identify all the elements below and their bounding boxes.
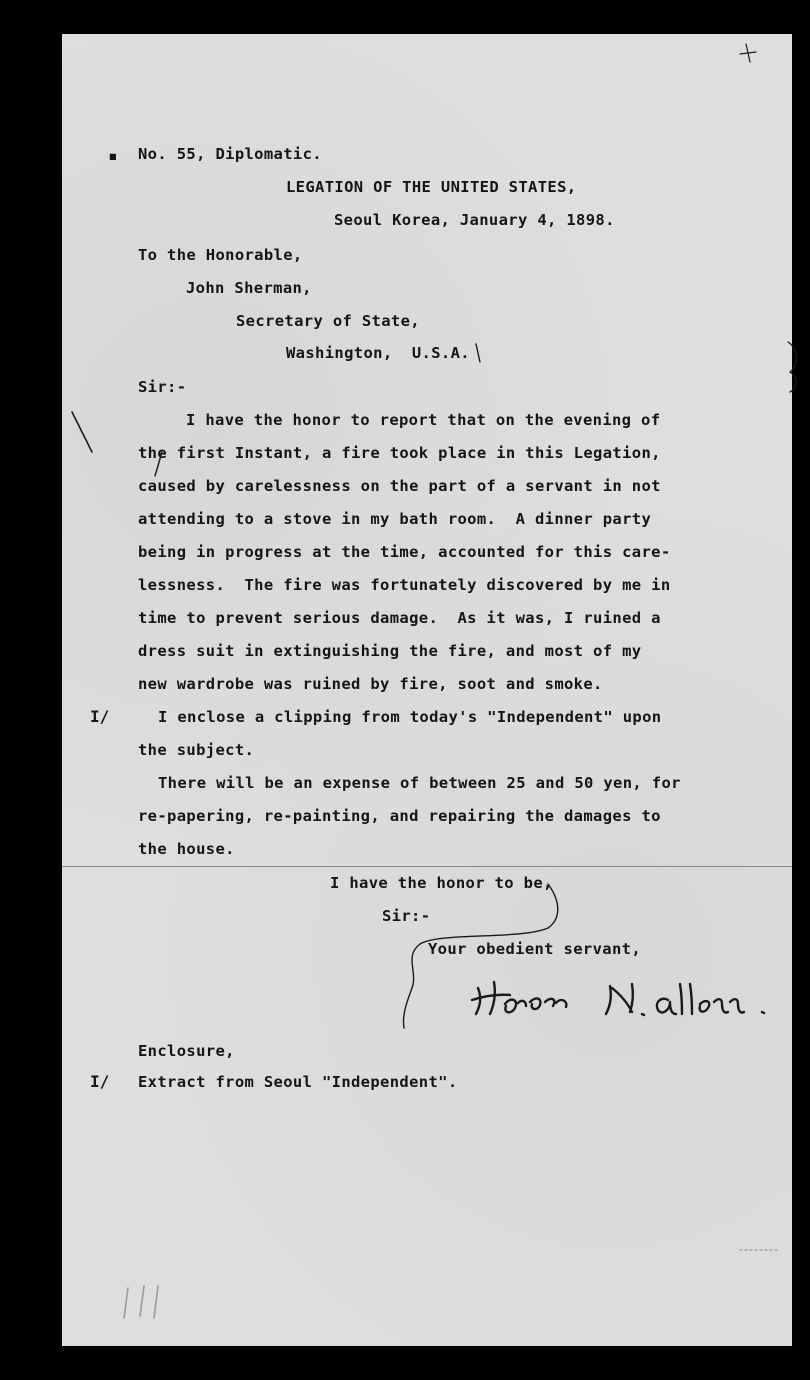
body-line: new wardrobe was ruined by fire, soot and smoke. <box>138 675 603 693</box>
signature-stroke <box>642 1014 644 1015</box>
legation-heading: LEGATION OF THE UNITED STATES, <box>286 178 577 196</box>
enclosure-heading: Enclosure, <box>138 1042 235 1060</box>
signature-stroke <box>505 998 566 1012</box>
body-line: dress suit in extinguishing the fire, and most of my <box>138 642 642 660</box>
body-line: I have the honor to report that on the evening of <box>186 411 661 429</box>
margin-check-mark <box>72 412 92 452</box>
signature-stroke <box>490 982 495 1014</box>
body-line: I enclose a clipping from today's "Independent" upon <box>158 708 662 726</box>
addressee-line: Secretary of State, <box>236 312 420 330</box>
enclosure-item: Extract from Seoul "Independent". <box>138 1073 458 1091</box>
faint-pencil-marks <box>124 1286 158 1318</box>
margin-enclosure-mark: I/ <box>90 1072 110 1091</box>
bullet-mark: ▪ <box>108 146 118 165</box>
edge-pencil-mark <box>788 342 797 392</box>
signature-stroke <box>472 995 510 1000</box>
body-line: lessness. The fire was fortunately discovered by me in <box>138 576 671 594</box>
correction-mark <box>155 452 162 476</box>
signature-stroke <box>606 984 633 1014</box>
addressee-line: To the Honorable, <box>138 246 303 264</box>
addressee-line: Washington, U.S.A. <box>286 344 470 362</box>
dispatch-number: No. 55, Diplomatic. <box>138 145 322 163</box>
signature-stroke <box>657 984 764 1014</box>
signature-stroke <box>476 988 480 1014</box>
body-line: caused by carelessness on the part of a servant in not <box>138 477 661 495</box>
place-date: Seoul Korea, January 4, 1898. <box>334 211 615 229</box>
body-line: There will be an expense of between 25 and 50 yen, for <box>158 774 681 792</box>
body-line: attending to a stove in my bath room. A dinner party <box>138 510 652 528</box>
body-line: re-papering, re-painting, and repairing the damages to <box>138 807 661 825</box>
body-line: the first Instant, a fire took place in this Legation, <box>138 444 661 462</box>
closing-line: Sir:- <box>382 907 431 925</box>
salutation: Sir:- <box>138 378 187 396</box>
body-line: being in progress at the time, accounted for this care- <box>138 543 671 561</box>
body-line: the subject. <box>138 741 255 759</box>
corner-plus-mark <box>740 44 756 62</box>
closing-line: Your obedient servant, <box>428 940 641 958</box>
addressee-line: John Sherman, <box>186 279 312 297</box>
pencil-bracket <box>403 884 557 1028</box>
closing-line: I have the honor to be, <box>330 874 553 892</box>
body-line: time to prevent serious damage. As it was, I ruined a <box>138 609 661 627</box>
margin-enclosure-mark: I/ <box>90 707 110 726</box>
body-line: the house. <box>138 840 235 858</box>
correction-mark <box>476 344 480 362</box>
